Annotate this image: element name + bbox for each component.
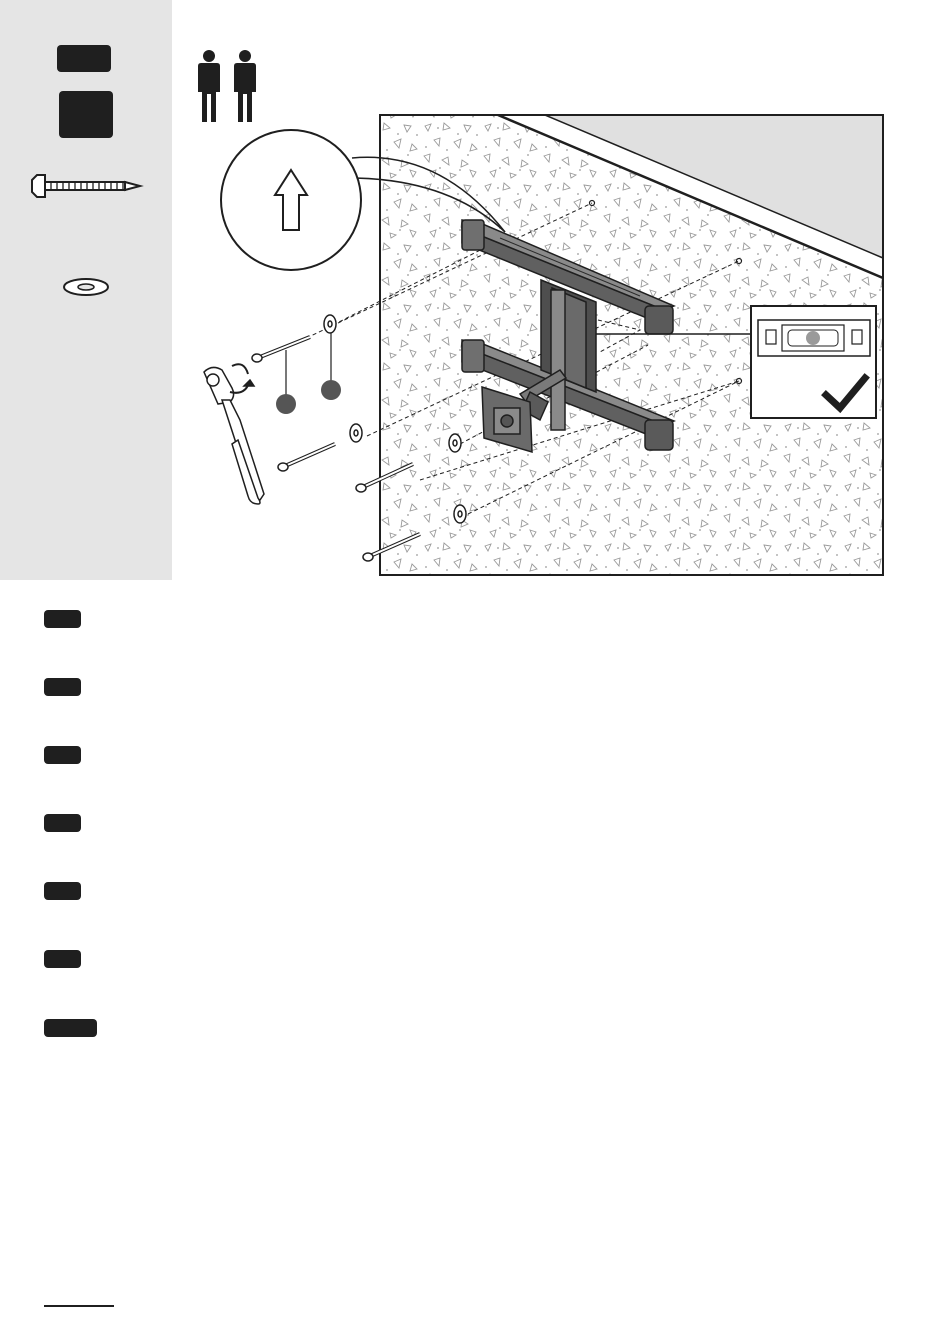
legend-badge: [44, 950, 81, 968]
legend-badge: [44, 746, 81, 764]
assembly-diagram: [0, 0, 950, 600]
footer-rule: [44, 1305, 114, 1307]
legend-badge: [44, 678, 81, 696]
bubble-level-icon: [758, 320, 870, 356]
legend-badge: [44, 610, 81, 628]
legend-badge: [44, 882, 81, 900]
ratchet-wrench-icon: [204, 364, 264, 504]
legend-badge-wide: [44, 1019, 97, 1037]
legend-badge: [44, 814, 81, 832]
